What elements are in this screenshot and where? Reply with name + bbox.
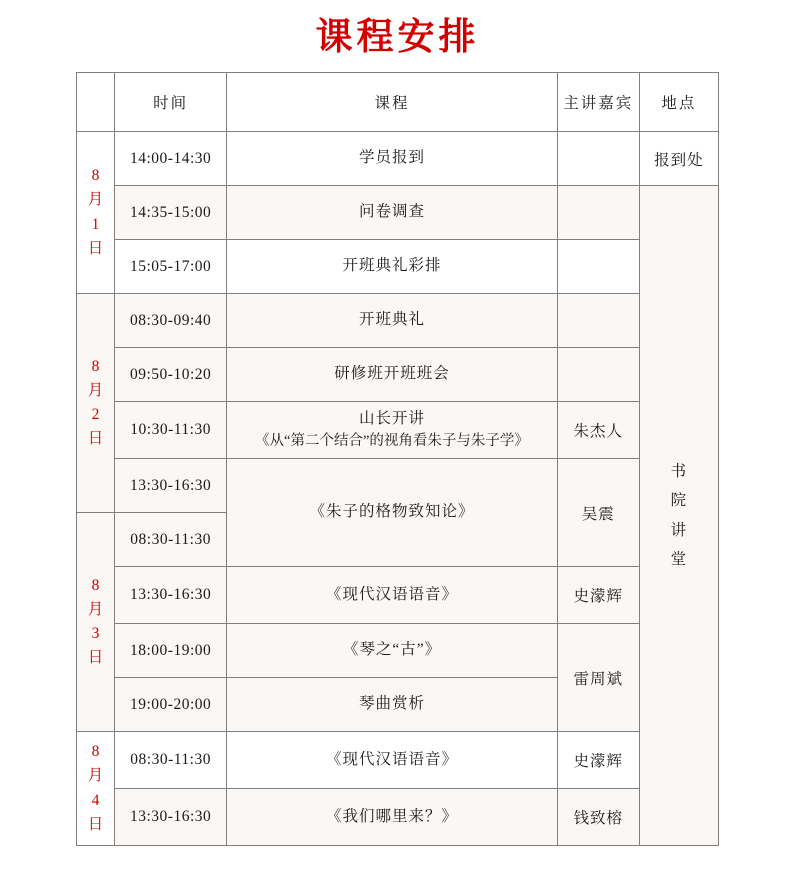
row-guest: 钱致榕 bbox=[557, 789, 639, 846]
table-row bbox=[77, 459, 719, 513]
day-char: 月 bbox=[87, 191, 104, 209]
day-char: 日 bbox=[87, 815, 104, 833]
row-course: 《我们哪里来？》 bbox=[227, 789, 558, 846]
day-char: 8 bbox=[91, 167, 100, 185]
day-char: 日 bbox=[87, 649, 104, 667]
row-time: 09:50-10:20 bbox=[115, 348, 227, 402]
row-course: 《现代汉语语音》 bbox=[227, 732, 558, 789]
row-place-registration: 报到处 bbox=[639, 132, 718, 186]
row-guest bbox=[557, 240, 639, 294]
place-char: 讲 bbox=[670, 521, 688, 539]
schedule-table bbox=[76, 72, 719, 846]
day-char: 4 bbox=[91, 791, 100, 809]
header-day bbox=[77, 73, 115, 132]
table-row bbox=[77, 348, 719, 402]
table-row bbox=[77, 789, 719, 846]
row-course: 学员报到 bbox=[227, 132, 558, 186]
day-char: 日 bbox=[87, 239, 104, 257]
row-time: 13:30-16:30 bbox=[115, 567, 227, 624]
row-time: 18:00-19:00 bbox=[115, 624, 227, 678]
row-guest bbox=[557, 348, 639, 402]
row-course-sub: 《从“第二个结合”的视角看朱子与朱子学》 bbox=[255, 432, 529, 449]
row-time: 08:30-11:30 bbox=[115, 732, 227, 789]
row-course: 琴曲赏析 bbox=[227, 678, 558, 732]
row-course: 开班典礼 bbox=[227, 294, 558, 348]
day-char: 日 bbox=[87, 430, 104, 448]
day-label-aug4 bbox=[77, 732, 115, 846]
header-course: 课程 bbox=[227, 73, 558, 132]
row-time: 15:05-17:00 bbox=[115, 240, 227, 294]
row-course: 开班典礼彩排 bbox=[227, 240, 558, 294]
day-char: 8 bbox=[91, 357, 100, 375]
row-place-hall bbox=[639, 186, 718, 846]
row-guest bbox=[557, 294, 639, 348]
row-time: 08:30-09:40 bbox=[115, 294, 227, 348]
table-row bbox=[77, 567, 719, 624]
row-course: 《朱子的格物致知论》 bbox=[227, 459, 558, 567]
row-guest: 史濛辉 bbox=[557, 567, 639, 624]
day-label-aug3 bbox=[77, 513, 115, 732]
table-row bbox=[77, 186, 719, 240]
day-char: 月 bbox=[87, 600, 104, 618]
row-time: 19:00-20:00 bbox=[115, 678, 227, 732]
row-guest: 朱杰人 bbox=[557, 402, 639, 459]
row-time: 13:30-16:30 bbox=[115, 459, 227, 513]
day-label-aug1 bbox=[77, 132, 115, 294]
row-guest bbox=[557, 132, 639, 186]
day-char: 1 bbox=[91, 215, 100, 233]
row-course: 《琴之“古”》 bbox=[227, 624, 558, 678]
table-row bbox=[77, 732, 719, 789]
table-row bbox=[77, 624, 719, 678]
table-header bbox=[77, 73, 719, 132]
place-char: 院 bbox=[670, 492, 688, 510]
page-title: 课程安排 bbox=[315, 17, 480, 58]
day-char: 月 bbox=[87, 767, 104, 785]
row-guest: 吴震 bbox=[557, 459, 639, 567]
table-row bbox=[77, 294, 719, 348]
row-time: 14:00-14:30 bbox=[115, 132, 227, 186]
day-char: 8 bbox=[91, 743, 100, 761]
row-time: 08:30-11:30 bbox=[115, 513, 227, 567]
place-char: 堂 bbox=[670, 550, 688, 568]
row-time: 14:35-15:00 bbox=[115, 186, 227, 240]
table-row bbox=[77, 132, 719, 186]
row-guest: 史濛辉 bbox=[557, 732, 639, 789]
day-char: 8 bbox=[91, 576, 100, 594]
row-time: 10:30-11:30 bbox=[115, 402, 227, 459]
place-char: 书 bbox=[670, 462, 688, 480]
row-guest bbox=[557, 186, 639, 240]
header-time: 时间 bbox=[115, 73, 227, 132]
table-body bbox=[77, 132, 719, 846]
day-char: 月 bbox=[87, 381, 104, 399]
table-header-row bbox=[77, 73, 719, 132]
day-char: 2 bbox=[91, 406, 100, 423]
row-guest: 雷周斌 bbox=[557, 624, 639, 732]
row-course bbox=[227, 402, 558, 459]
table-row bbox=[77, 402, 719, 459]
day-char: 3 bbox=[91, 625, 100, 642]
header-guest: 主讲嘉宾 bbox=[557, 73, 639, 132]
row-course-main: 山长开讲 bbox=[358, 410, 425, 428]
row-course: 《现代汉语语音》 bbox=[227, 567, 558, 624]
row-time: 13:30-16:30 bbox=[115, 789, 227, 846]
row-course: 研修班开班班会 bbox=[227, 348, 558, 402]
day-label-aug2 bbox=[77, 294, 115, 513]
row-course: 问卷调查 bbox=[227, 186, 558, 240]
header-place: 地点 bbox=[639, 73, 718, 132]
schedule-table-wrapper bbox=[76, 72, 719, 846]
table-row bbox=[77, 240, 719, 294]
